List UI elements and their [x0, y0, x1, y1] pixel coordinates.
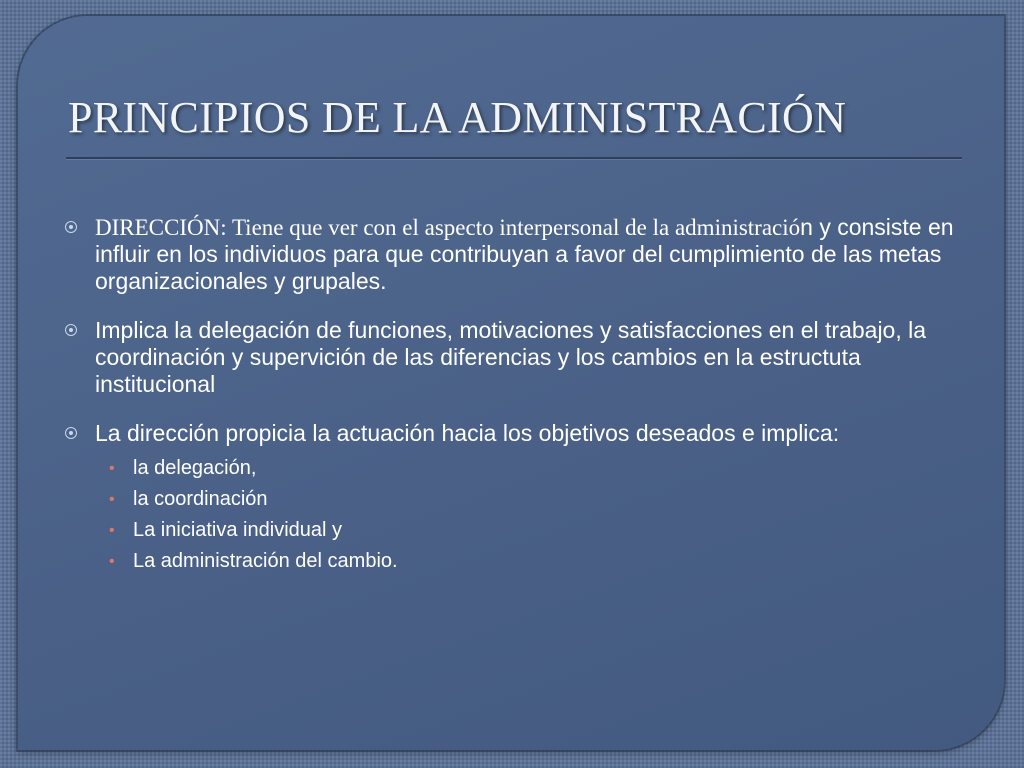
bullet-item-implica [62, 317, 962, 398]
slide-content [62, 214, 962, 599]
bullet-text: Implica la delegación de funciones, motivaciones y satisfacciones en el trabajo, la coordinación y supervición de las diferencias y los cambios en la estructuta institucional [95, 317, 927, 397]
sub-list-item [95, 484, 962, 515]
sub-item-text: La iniciativa individual y [133, 519, 343, 541]
target-bullet-icon [65, 324, 77, 336]
target-bullet-icon [65, 427, 77, 439]
dot-bullet-icon: • [109, 491, 115, 508]
bullet-lead-text: DIRECCIÓN: Tiene que ver con el aspecto interpersonal de la administració [95, 215, 801, 240]
dot-bullet-icon: • [109, 553, 115, 570]
sub-list-item [95, 453, 962, 484]
bullet-rest-text: n y consiste en influir en los individuos para que contribuyan a favor del cumplimiento de las metas organizacionales y grupales. [95, 214, 954, 294]
sub-item-text: la coordinación [133, 488, 268, 510]
sub-list-item [95, 546, 962, 577]
bullet-text: La dirección propicia la actuación hacia los objetivos deseados e implica: [95, 420, 840, 446]
dot-bullet-icon: • [109, 522, 115, 539]
target-bullet-icon [65, 221, 77, 233]
dot-bullet-icon: • [109, 460, 115, 477]
sub-list-item [95, 515, 962, 546]
title-divider [66, 157, 962, 159]
bullet-item-direccion [62, 214, 962, 295]
bullet-item-direccion-propicia [62, 420, 962, 577]
sub-item-text: la delegación, [133, 457, 257, 479]
sub-item-text: La administración del cambio. [133, 550, 398, 572]
sub-bullet-list [95, 453, 962, 577]
slide-title: PRINCIPIOS DE LA ADMINISTRACIÓN [68, 93, 847, 142]
